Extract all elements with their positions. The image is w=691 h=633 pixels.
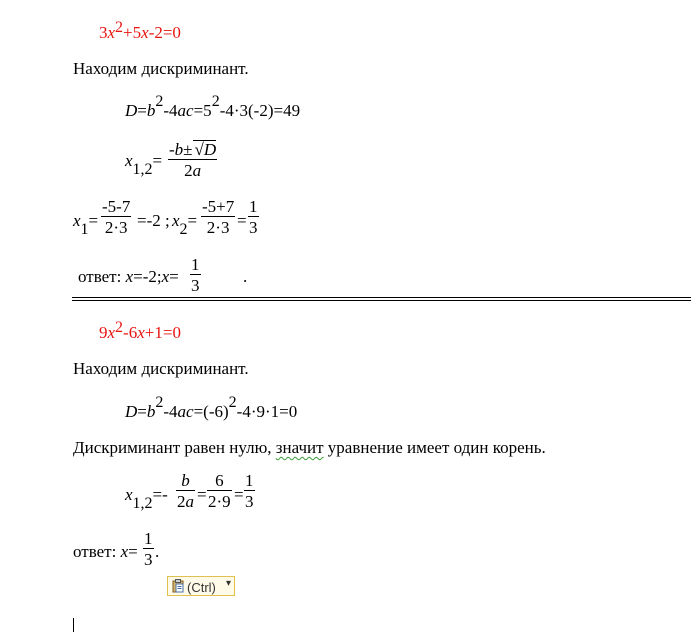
heading-discriminant-2: Находим дискриминант. xyxy=(73,359,249,378)
answer-2: ответ: x= xyxy=(73,542,138,561)
discriminant-formula-1: $D=b^2-4ac=5^2-4\cdot 3(-2)=49$ xyxy=(125,93,301,120)
equation-1: $3x^2+5x-2=0$ xyxy=(99,19,181,42)
roots-fraction-result: 1 3 xyxy=(245,471,254,511)
x1-fraction: -5-7 2·3 xyxy=(102,197,131,237)
roots-formula-label-1: x1,2= xyxy=(125,151,163,178)
sqrt-sign: √D xyxy=(194,140,217,159)
text-cursor xyxy=(73,618,74,632)
separator-line-bottom xyxy=(72,300,691,301)
separator-line-top xyxy=(72,297,691,298)
equation-2: $9x^2-6x+1=0$ xyxy=(99,319,181,342)
roots-fraction-6-18: 6 2·9 xyxy=(208,471,231,511)
roots-formula-fraction-1: -b± √D 2a xyxy=(169,140,217,180)
roots-label-2: x1,2=- xyxy=(125,485,168,512)
spellcheck-word: значит xyxy=(275,438,324,457)
x2-label: x2= xyxy=(172,211,198,238)
x1-result: =-2 ; xyxy=(137,211,170,230)
clipboard-icon xyxy=(172,579,184,593)
roots-eq-2: = xyxy=(197,485,207,504)
x2-result-fraction: 1 3 xyxy=(249,197,258,237)
paste-options-button[interactable] xyxy=(167,576,235,596)
paste-options-label: (Ctrl) xyxy=(187,580,216,595)
answer-1: ответ: x=-2;x= xyxy=(78,267,179,286)
discriminant-formula-2: $D=b^2-4ac=(-6)^2-4\cdot 9\cdot 1=0$ xyxy=(125,394,298,421)
roots-fraction-b-2a: b 2a xyxy=(177,471,194,511)
roots-eq-3: = xyxy=(234,485,244,504)
answer-2-fraction: 1 3 xyxy=(144,529,153,569)
heading-discriminant-1: Находим дискриминант. xyxy=(73,59,249,78)
zero-discriminant-statement: Дискриминант равен нулю, значит уравнение имеет один корень. xyxy=(73,438,546,457)
answer-1-fraction: 1 3 xyxy=(191,255,200,295)
x1-label: x1= xyxy=(73,211,99,238)
answer-2-dot: . xyxy=(155,542,160,561)
x2-eq: = xyxy=(237,211,247,230)
answer-1-dot: . xyxy=(243,267,248,286)
chevron-down-icon: ▾ xyxy=(226,578,232,589)
x2-fraction: -5+7 2·3 xyxy=(202,197,235,237)
